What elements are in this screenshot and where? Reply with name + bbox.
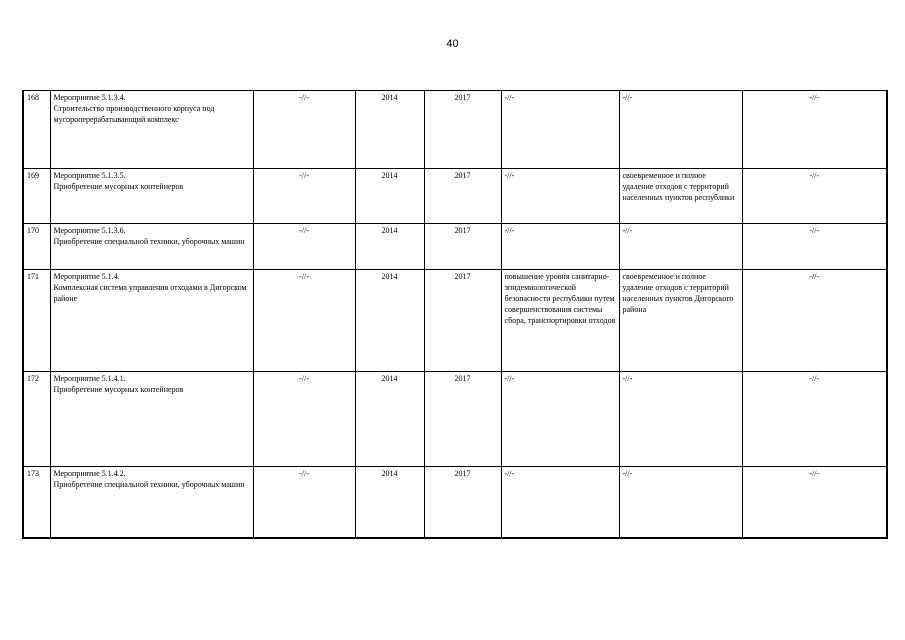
row-number: 172 xyxy=(23,372,50,467)
event-text: Мероприятие 5.1.4.2. Приобретение специальной техники, уборочных машин xyxy=(53,469,245,489)
link-cell: -//- xyxy=(742,467,887,538)
start-year-cell: 2014 xyxy=(355,372,424,467)
link-cell: -//- xyxy=(742,372,887,467)
row-number: 168 xyxy=(23,91,50,169)
social-result-cell: -//- xyxy=(501,372,619,467)
social-result-cell: -//- xyxy=(501,224,619,270)
start-year-cell: 2014 xyxy=(355,224,424,270)
event-cell xyxy=(50,372,253,467)
environmental-result-cell: своевременное и полное удаление отходов с территорий населенных пунктов республики xyxy=(619,169,742,224)
event-cell xyxy=(50,169,253,224)
table-row xyxy=(23,372,887,467)
page-number: 40 xyxy=(446,38,459,50)
row-number: 169 xyxy=(23,169,50,224)
end-year-cell: 2017 xyxy=(424,467,501,538)
table-row xyxy=(23,224,887,270)
executor-cell: -//- xyxy=(253,270,355,372)
link-cell: -//- xyxy=(742,169,887,224)
event-cell xyxy=(50,224,253,270)
executor-cell: -//- xyxy=(253,91,355,169)
event-text: Мероприятие 5.1.3.6. Приобретение специальной техники, уборочных машин xyxy=(53,226,245,246)
link-cell: -//- xyxy=(742,91,887,169)
social-result-cell: -//- xyxy=(501,91,619,169)
row-number: 173 xyxy=(23,467,50,538)
end-year-cell: 2017 xyxy=(424,270,501,372)
executor-cell: -//- xyxy=(253,372,355,467)
social-result-cell: -//- xyxy=(501,467,619,538)
table-row xyxy=(23,91,887,169)
activities-table xyxy=(22,90,888,539)
row-number: 171 xyxy=(23,270,50,372)
row-number: 170 xyxy=(23,224,50,270)
environmental-result-cell: -//- xyxy=(619,467,742,538)
event-text: Мероприятие 5.1.4.1. Приобретение мусорных контейнеров xyxy=(53,374,184,394)
environmental-result-cell: -//- xyxy=(619,224,742,270)
start-year-cell: 2014 xyxy=(355,467,424,538)
social-result-cell: -//- xyxy=(501,169,619,224)
event-text: Мероприятие 5.1.3.5. Приобретение мусорных контейнеров xyxy=(53,171,184,191)
link-cell: -//- xyxy=(742,270,887,372)
environmental-result-cell: -//- xyxy=(619,372,742,467)
environmental-result-cell: своевременное и полное удаление отходов с территорий населенных пунктов Дигорского района xyxy=(619,270,742,372)
start-year-cell: 2014 xyxy=(355,270,424,372)
event-cell xyxy=(50,91,253,169)
executor-cell: -//- xyxy=(253,169,355,224)
event-cell xyxy=(50,467,253,538)
end-year-cell: 2017 xyxy=(424,372,501,467)
start-year-cell: 2014 xyxy=(355,169,424,224)
event-text: Мероприятие 5.1.4. Комплексная система управления отходами в Дигорском районе xyxy=(53,272,247,303)
event-cell xyxy=(50,270,253,372)
table-row xyxy=(23,270,887,372)
end-year-cell: 2017 xyxy=(424,169,501,224)
executor-cell: -//- xyxy=(253,467,355,538)
executor-cell: -//- xyxy=(253,224,355,270)
table-row xyxy=(23,467,887,538)
table-row xyxy=(23,169,887,224)
environmental-result-cell: -//- xyxy=(619,91,742,169)
end-year-cell: 2017 xyxy=(424,224,501,270)
end-year-cell: 2017 xyxy=(424,91,501,169)
link-cell: -//- xyxy=(742,224,887,270)
start-year-cell: 2014 xyxy=(355,91,424,169)
social-result-cell: повышение уровня санитарно-эпидемиологической безопасности республики путем совершенствования системы сбора, транспортировки отходов xyxy=(501,270,619,372)
event-text: Мероприятие 5.1.3.4. Строительство производственного корпуса под мусороперерабатывающий комплекс xyxy=(53,93,215,124)
